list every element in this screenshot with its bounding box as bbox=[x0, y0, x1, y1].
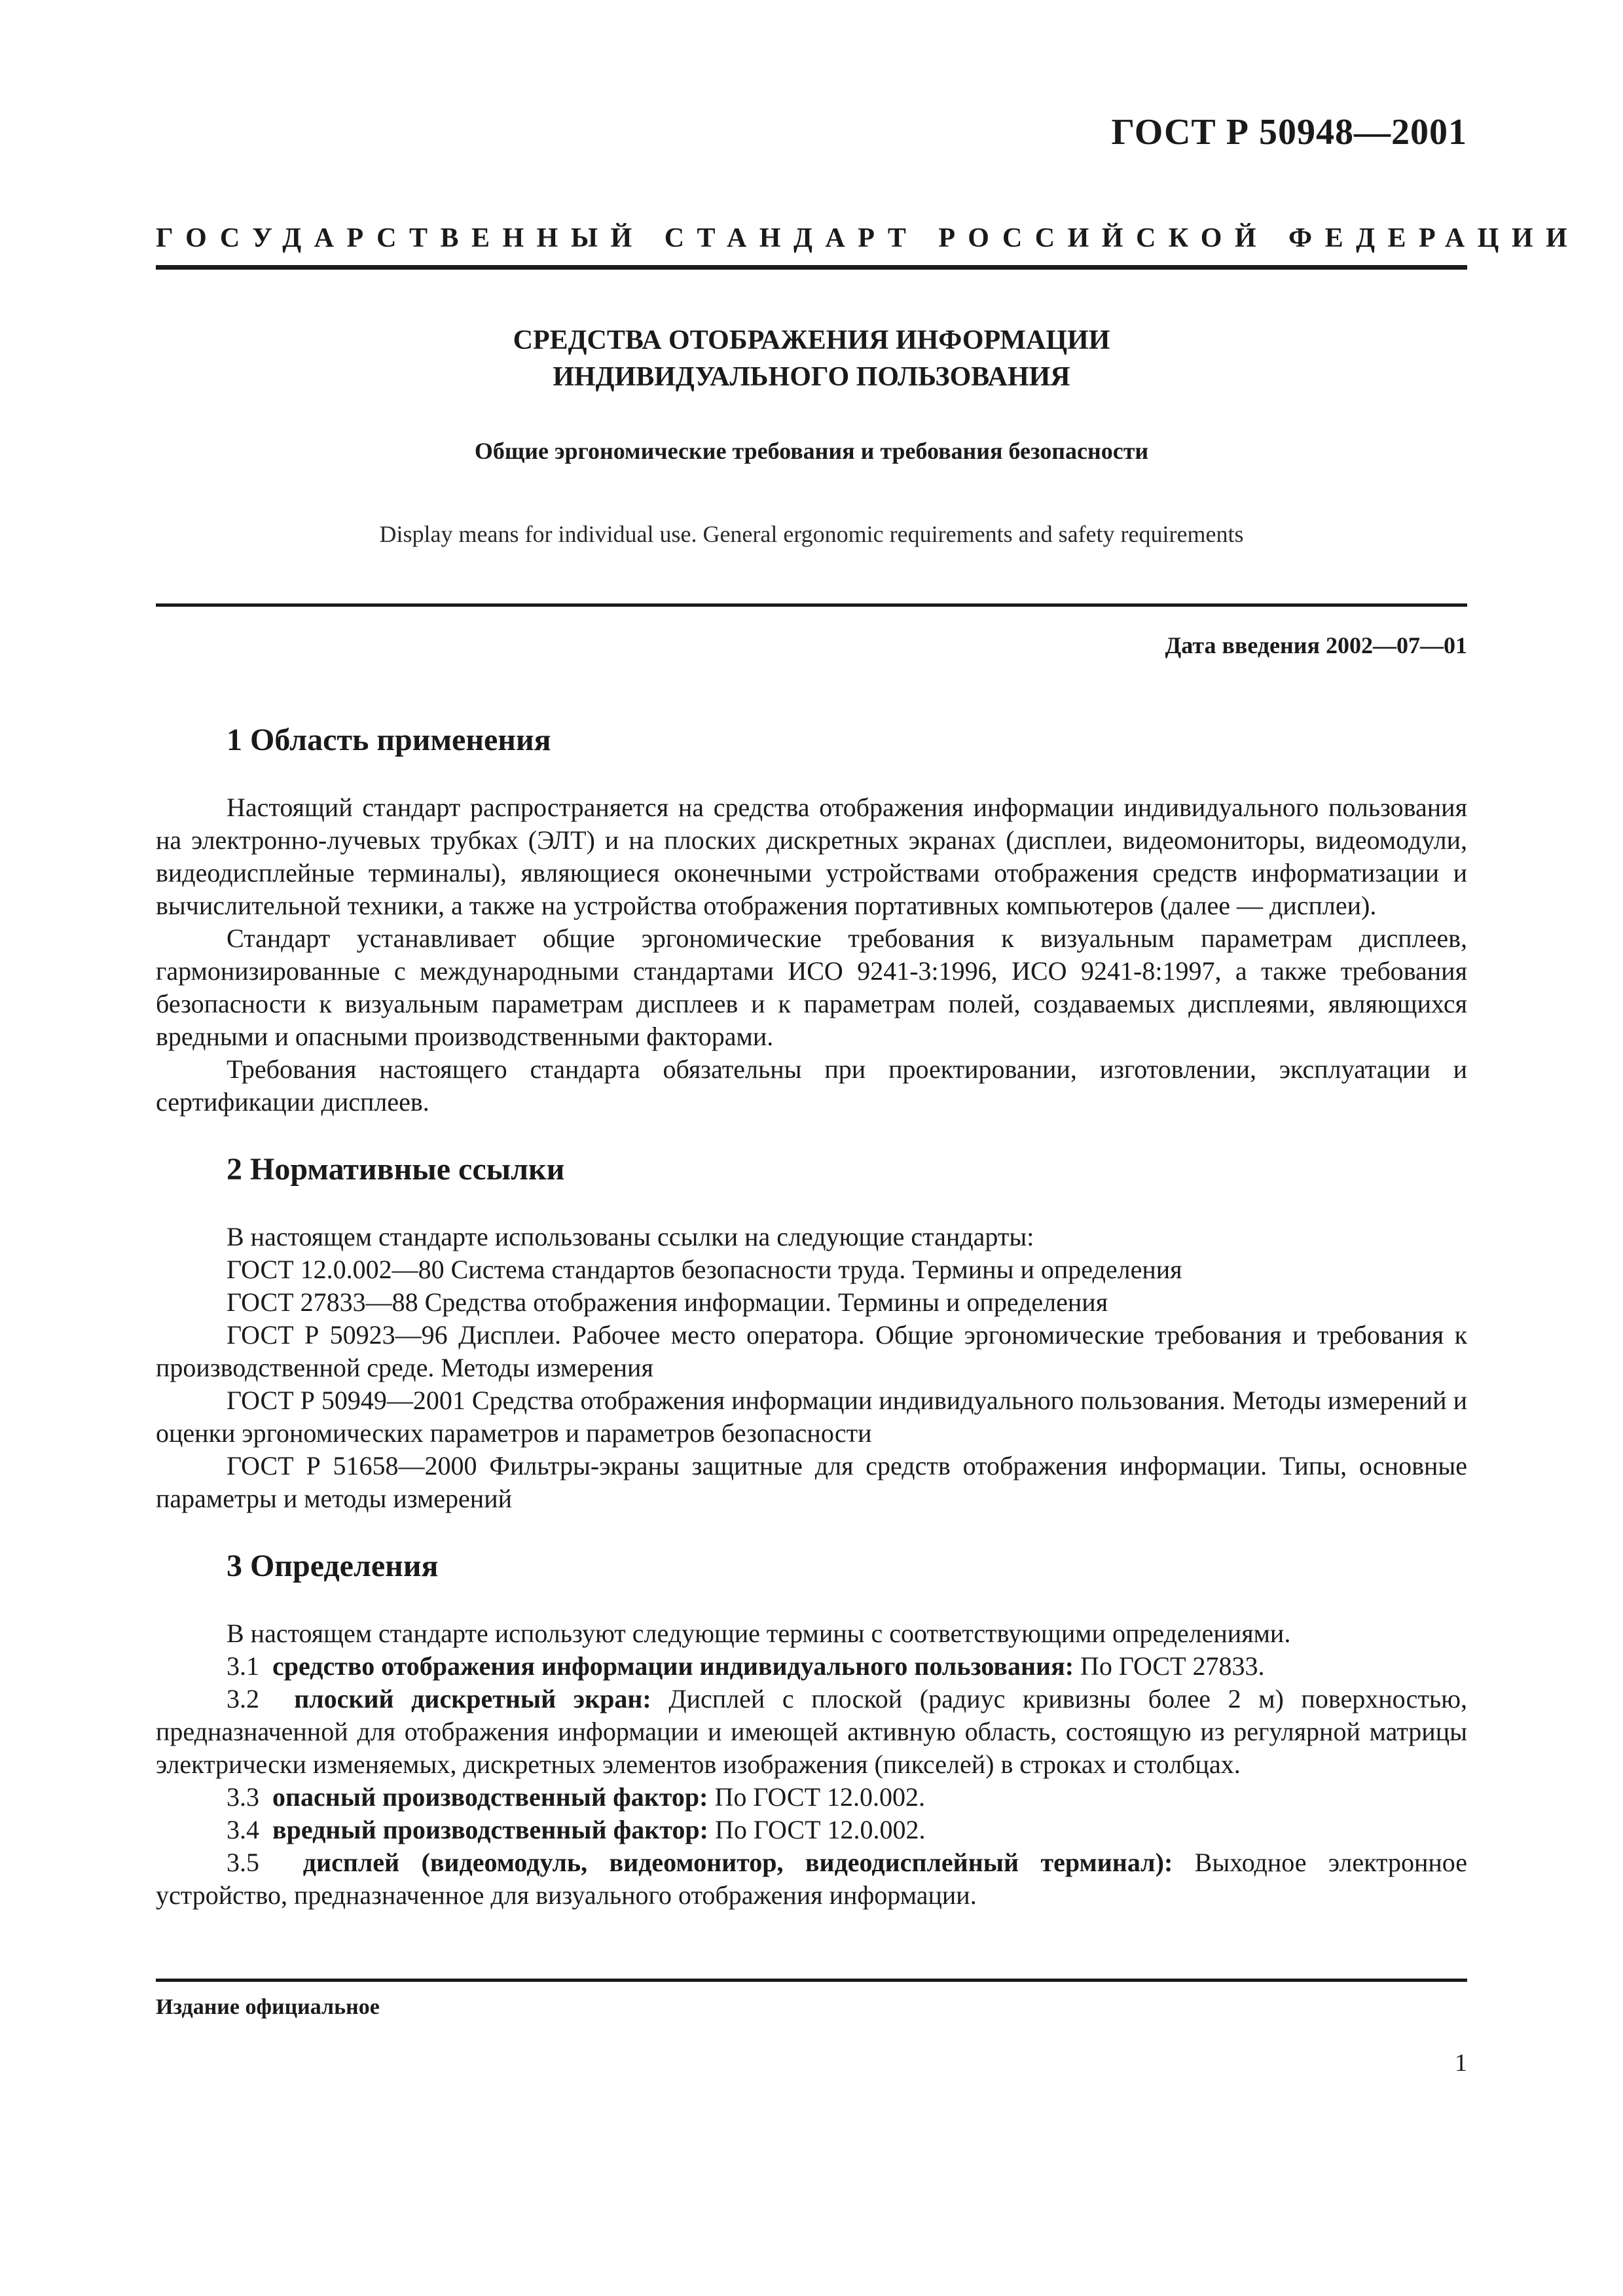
definition-term: плоский дискретный экран: bbox=[294, 1684, 651, 1713]
reference-item: ГОСТ Р 50923—96 Дисплеи. Рабочее место оператора. Общие эргономические требования и требования к производственной среде. Методы измерения bbox=[156, 1320, 1467, 1382]
definition-text: Выходное электронное устройство, предназначенное для визуального отображения информации. bbox=[156, 1848, 1468, 1910]
english-title: Display means for individual use. General ergonomic requirements and safety requirements bbox=[379, 521, 1244, 547]
definition-text: По ГОСТ 12.0.002. bbox=[714, 1782, 926, 1812]
section-heading: 2 Нормативные ссылки bbox=[227, 1152, 565, 1187]
footer-rule bbox=[156, 1979, 1467, 1982]
document-title bbox=[156, 322, 1467, 395]
reference-item: ГОСТ Р 50949—2001 Средства отображения информации индивидуального пользования. Методы измерений и оценки эргономических параметров и параметров безопасности bbox=[156, 1386, 1467, 1448]
definition-number: 3.4 bbox=[227, 1815, 259, 1844]
paragraph: Стандарт устанавливает общие эргономические требования к визуальным параметрам дисплеев, гармонизированные с международными стандартами ИСО 9241-3:1996, ИСО 9241-8:1997, а также требования безопасности к визуальным параметрам дисплеев и к параметрам полей, создаваемых дисплеями, являющихся вредными и опасными производственными факторами. bbox=[156, 924, 1467, 1051]
title-line-2: ИНДИВИДУАЛЬНОГО ПОЛЬЗОВАНИЯ bbox=[553, 362, 1070, 392]
definition-term: опасный производственный фактор: bbox=[272, 1782, 708, 1812]
reference-item: ГОСТ 27833—88 Средства отображения информации. Термины и определения bbox=[227, 1287, 1108, 1317]
state-standard-heading: ГОСУДАРСТВЕННЫЙ СТАНДАРТ РОССИЙСКОЙ ФЕДЕРАЦИИ bbox=[156, 223, 1580, 253]
header-rule bbox=[156, 265, 1467, 270]
section-scope bbox=[156, 717, 1467, 1119]
official-edition-label: Издание официальное bbox=[156, 1995, 380, 2019]
definition-term: дисплей (видеомодуль, видеомонитор, видеодисплейный терминал): bbox=[302, 1848, 1173, 1877]
definition-term: средство отображения информации индивидуального пользования: bbox=[272, 1651, 1074, 1681]
definition-text: Дисплей с плоской (радиус кривизны более 2 м) поверхностью, предназначенной для отображения информации и имеющей активную область, состоящую из регулярной матрицы электрически изменяемых, дискретных элементов изображения (пикселей) в строках и столбцах. bbox=[156, 1684, 1468, 1779]
title-rule bbox=[156, 603, 1467, 607]
definition-item bbox=[156, 1781, 1467, 1814]
definition-item bbox=[156, 1683, 1467, 1781]
definition-item bbox=[156, 1814, 1467, 1846]
paragraph: Настоящий стандарт распространяется на средства отображения информации индивидуального пользования на электронно-лучевых трубках (ЭЛТ) и на плоских дискретных экранах (дисплеи, видеомониторы, видеомодули, видеодисплейные терминалы), являющиеся оконечными устройствами отображения средств информатизации и вычислительной техники, а также на устройства отображения портативных компьютеров (далее — дисплеи). bbox=[156, 793, 1467, 920]
document-body bbox=[156, 717, 1467, 1939]
document-subtitle: Общие эргономические требования и требования безопасности bbox=[474, 438, 1149, 464]
paragraph: Требования настоящего стандарта обязательны при проектировании, изготовлении, эксплуатации и сертификации дисплеев. bbox=[156, 1054, 1467, 1117]
page-number: 1 bbox=[1455, 2049, 1467, 2077]
section-normative-references bbox=[156, 1146, 1467, 1515]
introduction-date: Дата введения 2002—07—01 bbox=[1165, 632, 1467, 658]
title-line-1: СРЕДСТВА ОТОБРАЖЕНИЯ ИНФОРМАЦИИ bbox=[513, 325, 1110, 355]
definition-item bbox=[156, 1650, 1467, 1683]
reference-item: ГОСТ 12.0.002—80 Система стандартов безопасности труда. Термины и определения bbox=[227, 1255, 1182, 1284]
definition-number: 3.2 bbox=[227, 1684, 259, 1713]
gost-number: ГОСТ Р 50948—2001 bbox=[1111, 112, 1467, 152]
paragraph: В настоящем стандарте используют следующие термины с соответствующими определениями. bbox=[227, 1619, 1291, 1648]
definition-number: 3.5 bbox=[227, 1848, 259, 1877]
section-heading: 1 Область применения bbox=[227, 723, 551, 757]
definition-item bbox=[156, 1846, 1467, 1912]
definition-text: По ГОСТ 27833. bbox=[1080, 1651, 1265, 1681]
definition-number: 3.3 bbox=[227, 1782, 259, 1812]
definition-text: По ГОСТ 12.0.002. bbox=[715, 1815, 926, 1844]
section-definitions bbox=[156, 1543, 1467, 1912]
section-heading: 3 Определения bbox=[227, 1549, 439, 1583]
definition-term: вредный производственный фактор: bbox=[272, 1815, 708, 1844]
definition-number: 3.1 bbox=[227, 1651, 259, 1681]
paragraph: В настоящем стандарте использованы ссылки на следующие стандарты: bbox=[227, 1222, 1034, 1251]
reference-item: ГОСТ Р 51658—2000 Фильтры-экраны защитные для средств отображения информации. Типы, основные параметры и методы измерений bbox=[156, 1451, 1467, 1513]
